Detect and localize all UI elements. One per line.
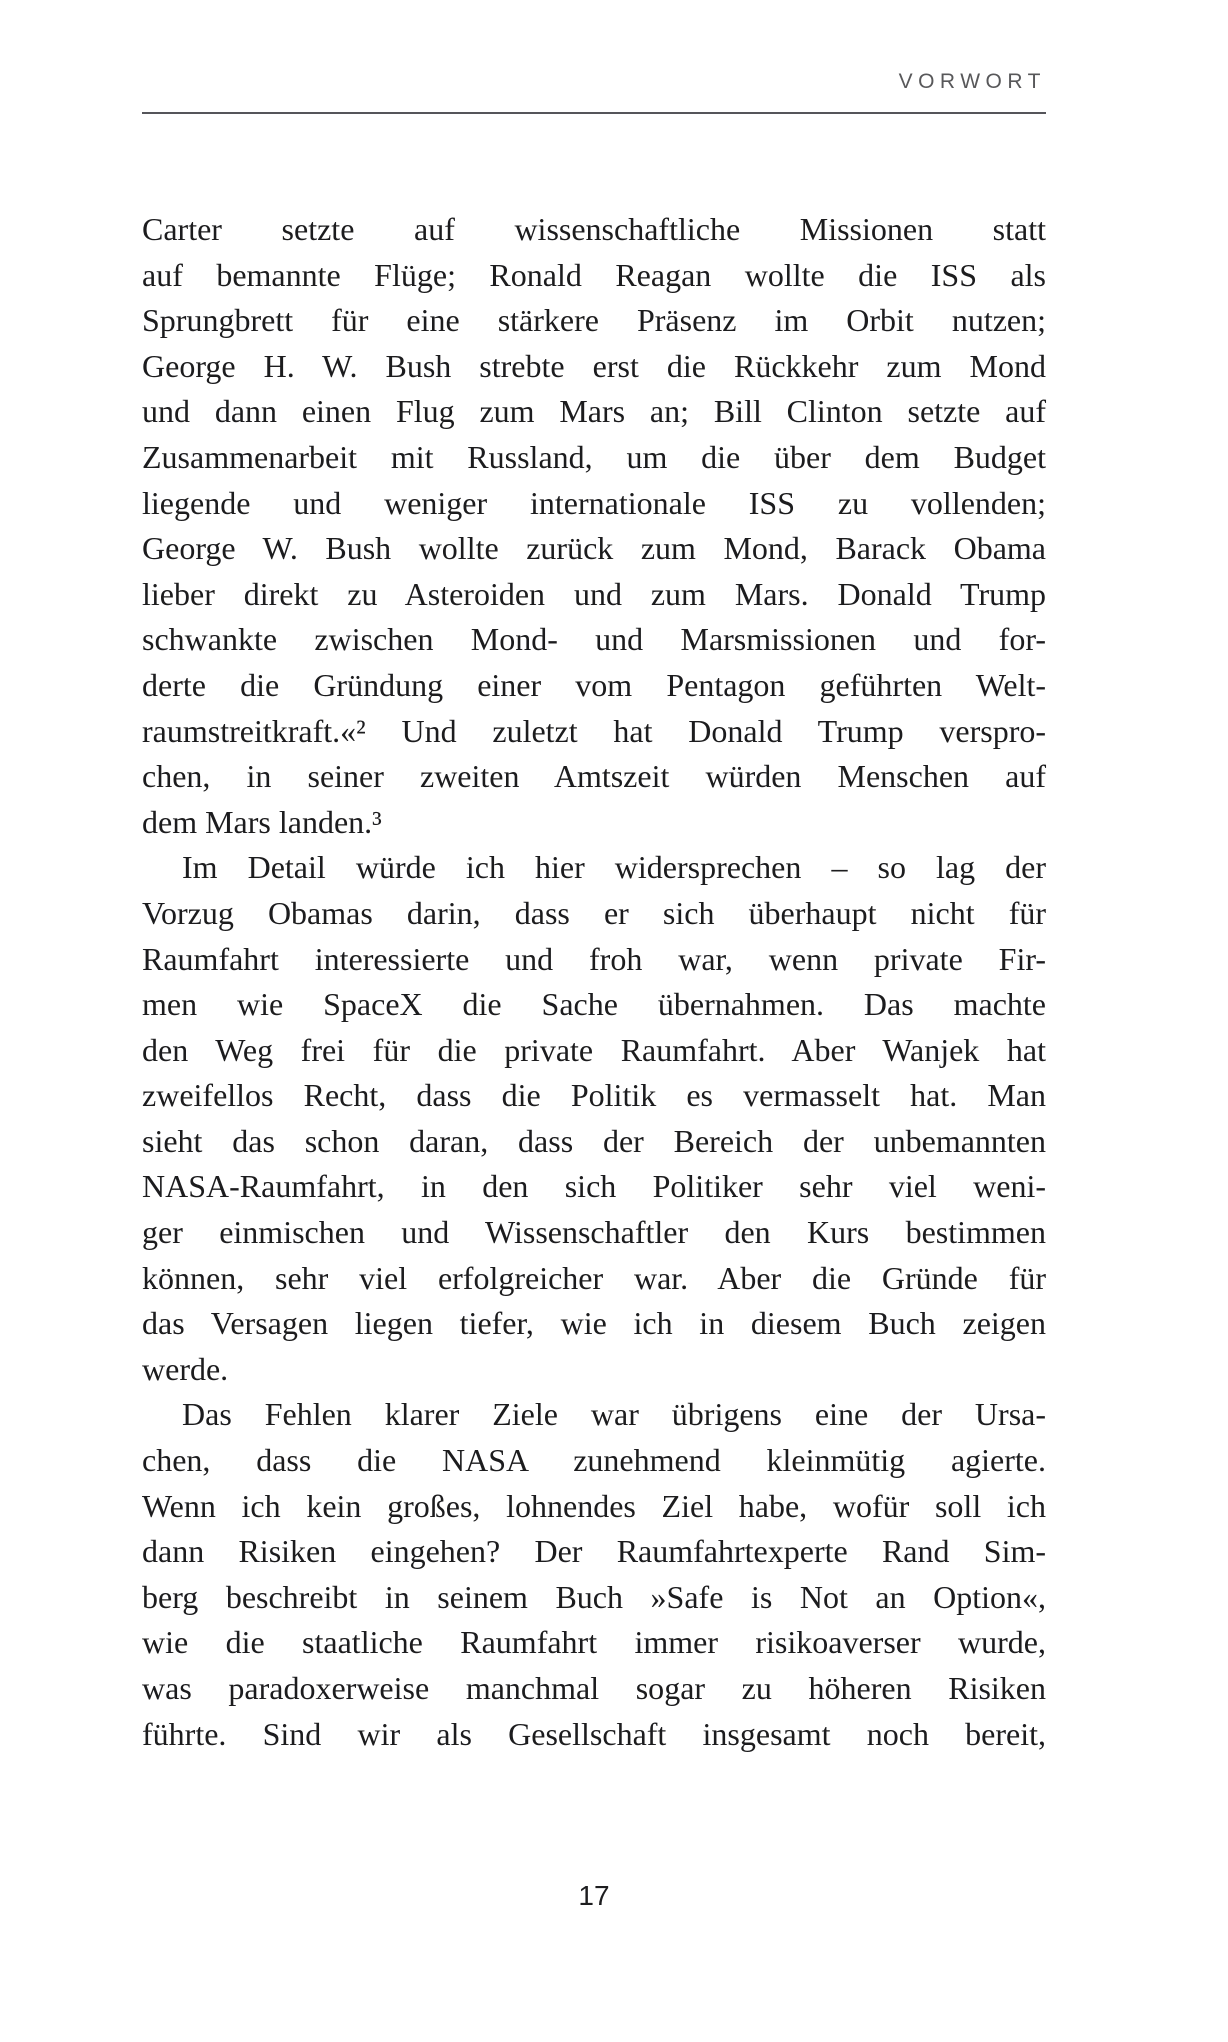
text-line: wie die staatliche Raumfahrt immer risikoaverser wurde, bbox=[142, 1624, 1046, 1661]
text-line: führte. Sind wir als Gesellschaft insgesamt noch bereit, bbox=[142, 1715, 1046, 1752]
text-line: Wenn ich kein großes, lohnendes Ziel habe, wofür soll ich bbox=[142, 1487, 1046, 1524]
text-line: zweifellos Recht, dass die Politik es vermasselt hat. Man bbox=[142, 1077, 1046, 1114]
text-line: Carter setzte auf wissenschaftliche Missionen statt bbox=[142, 211, 1046, 247]
text-line: men wie SpaceX die Sache übernahmen. Das machte bbox=[142, 986, 1046, 1023]
text-line: den Weg frei für die private Raumfahrt. Aber Wanjek hat bbox=[142, 1031, 1046, 1068]
text-line: Sprungbrett für eine stärkere Präsenz im Orbit nutzen; bbox=[142, 302, 1046, 339]
text-line: chen, dass die NASA zunehmend kleinmütig agierte. bbox=[142, 1442, 1046, 1479]
text-line: George H. W. Bush strebte erst die Rückkehr zum Mond bbox=[142, 347, 1046, 384]
text-line: chen, in seiner zweiten Amtszeit würden Menschen auf bbox=[142, 758, 1046, 795]
text-line: sieht das schon daran, dass der Bereich der unbemannten bbox=[142, 1122, 1046, 1159]
running-header: VORWORT bbox=[898, 70, 1046, 93]
text-line: und dann einen Flug zum Mars an; Bill Clinton setzte auf bbox=[142, 393, 1046, 430]
text-line: dem Mars landen.³ bbox=[142, 803, 382, 840]
text-line: NASA-Raumfahrt, in den sich Politiker sehr viel weni- bbox=[142, 1168, 1046, 1205]
text-line: raumstreitkraft.«² Und zuletzt hat Donald Trump verspro- bbox=[142, 712, 1046, 749]
text-line: was paradoxerweise manchmal sogar zu höheren Risiken bbox=[142, 1670, 1046, 1706]
text-line: auf bemannte Flüge; Ronald Reagan wollte die ISS als bbox=[142, 256, 1046, 293]
text-line: Das Fehlen klarer Ziele war übrigens eine der Ursa- bbox=[182, 1396, 1046, 1433]
text-line: werde. bbox=[142, 1350, 229, 1387]
text-line: Im Detail würde ich hier widersprechen – so lag der bbox=[182, 849, 1046, 886]
text-line: Raumfahrt interessierte und froh war, wenn private Fir- bbox=[142, 940, 1046, 977]
text-line: Vorzug Obamas darin, dass er sich überhaupt nicht für bbox=[142, 894, 1046, 931]
text-line: das Versagen liegen tiefer, wie ich in diesem Buch zeigen bbox=[142, 1305, 1046, 1342]
body-text bbox=[142, 207, 1046, 1757]
text-line: lieber direkt zu Asteroiden und zum Mars. Donald Trump bbox=[142, 575, 1046, 612]
text-line: liegende und weniger internationale ISS zu vollenden; bbox=[142, 484, 1046, 521]
text-line: schwankte zwischen Mond- und Marsmissionen und for- bbox=[142, 621, 1046, 658]
text-line: George W. Bush wollte zurück zum Mond, Barack Obama bbox=[142, 530, 1046, 567]
header-rule-divider bbox=[142, 112, 1046, 114]
text-line: derte die Gründung einer vom Pentagon geführten Welt- bbox=[142, 666, 1046, 703]
text-line: können, sehr viel erfolgreicher war. Aber die Gründe für bbox=[142, 1259, 1046, 1296]
page-number: 17 bbox=[578, 1880, 610, 1911]
text-line: Zusammenarbeit mit Russland, um die über dem Budget bbox=[142, 438, 1046, 475]
text-line: berg beschreibt in seinem Buch »Safe is Not an Option«, bbox=[142, 1578, 1046, 1615]
text-line: dann Risiken eingehen? Der Raumfahrtexperte Rand Sim- bbox=[142, 1533, 1046, 1570]
text-line: ger einmischen und Wissenschaftler den Kurs bestimmen bbox=[142, 1214, 1046, 1251]
